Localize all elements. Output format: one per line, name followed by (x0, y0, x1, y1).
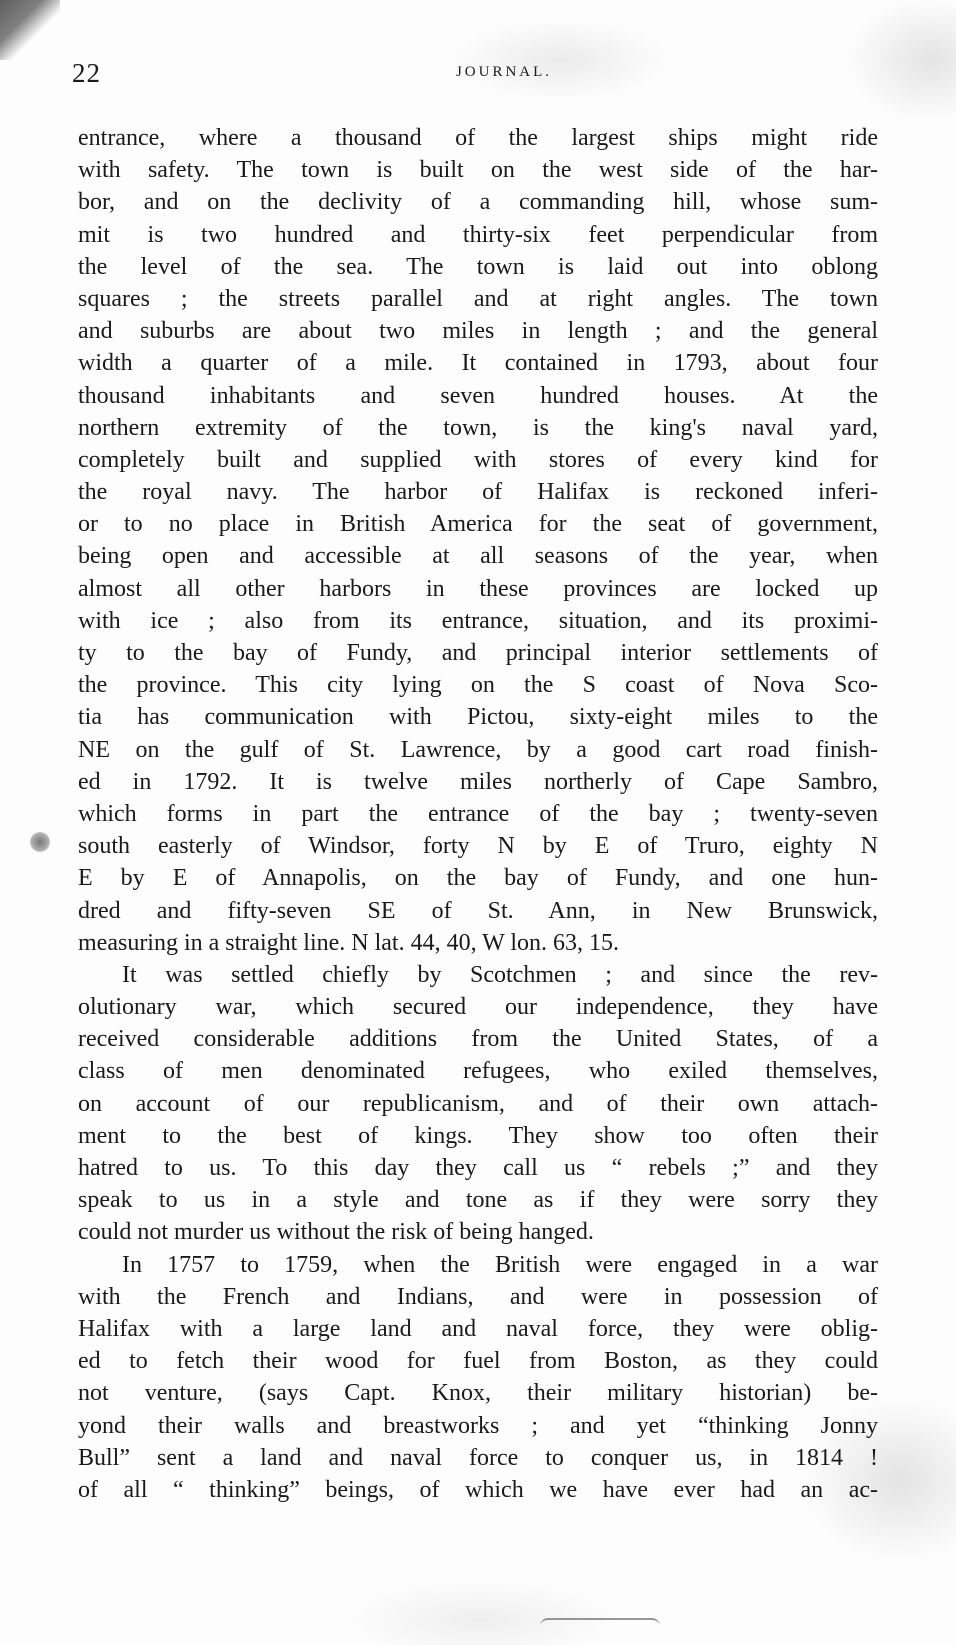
text-line: with ice ; also from its entrance, situation, and its proximi- (78, 607, 878, 634)
text-line: measuring in a straight line. N lat. 44, 40, W lon. 63, 15. (78, 929, 620, 956)
text-line: In 1757 to 1759, when the British were engaged in a war (122, 1251, 878, 1278)
text-line: northern extremity of the town, is the king's naval yard, (78, 414, 878, 441)
text-line: entrance, where a thousand of the largest ships might ride (78, 125, 878, 151)
text-line: being open and accessible at all seasons of the year, when (78, 543, 878, 570)
text-line: and suburbs are about two miles in length ; and the general (78, 318, 878, 345)
text-line: ed in 1792. It is twelve miles northerly of Cape Sambro, (78, 768, 878, 795)
text-line: south easterly of Windsor, forty N by E of Truro, eighty N (78, 833, 878, 860)
text-line: mit is two hundred and thirty-six feet perpendicular from (78, 221, 878, 248)
text-line: NE on the gulf of St. Lawrence, by a good cart road finish- (78, 736, 878, 763)
body-text (78, 122, 878, 1506)
text-line: dred and fifty-seven SE of St. Ann, in New Brunswick, (78, 897, 878, 924)
text-line: Bull” sent a land and naval force to conquer us, in 1814 ! (78, 1444, 878, 1471)
text-line: thousand inhabitants and seven hundred houses. At the (78, 382, 878, 409)
text-line: width a quarter of a mile. It contained in 1793, about four (78, 350, 878, 377)
text-line: almost all other harbors in these provinces are locked up (78, 575, 878, 602)
page-corner-shadow (0, 0, 60, 60)
text-line: tia has communication with Pictou, sixty-eight miles to the (78, 704, 878, 731)
text-line: ty to the bay of Fundy, and principal interior settlements of (78, 640, 878, 666)
text-line: on account of our republicanism, and of their own attach- (78, 1090, 878, 1117)
page-number: 22 (72, 58, 101, 88)
page-header (70, 58, 882, 98)
page-curl-mark (540, 1618, 660, 1626)
text-line: yond their walls and breastworks ; and yet “thinking Jonny (78, 1412, 878, 1439)
text-line: or to no place in British America for the seat of government, (78, 511, 878, 538)
text-line: ed to fetch their wood for fuel from Boston, as they could (78, 1348, 878, 1375)
text-line: hatred to us. To this day they call us “ rebels ;” and they (78, 1155, 878, 1181)
text-line: squares ; the streets parallel and at right angles. The town (78, 285, 878, 312)
text-line: the royal navy. The harbor of Halifax is reckoned inferi- (78, 479, 878, 506)
text-line: with the French and Indians, and were in possession of (78, 1283, 878, 1310)
text-line: of all “ thinking” beings, of which we have ever had an ac- (78, 1476, 878, 1503)
text-line: the province. This city lying on the S coast of Nova Sco- (78, 672, 878, 699)
text-line: ment to the best of kings. They show too often their (78, 1122, 878, 1149)
running-head: JOURNAL. (455, 64, 553, 80)
text-line: olutionary war, which secured our independence, they have (78, 994, 878, 1021)
text-line: Halifax with a large land and naval force, they were oblig- (78, 1315, 878, 1342)
text-line: class of men denominated refugees, who exiled themselves, (78, 1058, 878, 1085)
text-line: with safety. The town is built on the west side of the har- (78, 157, 878, 184)
text-line: could not murder us without the risk of being hanged. (78, 1219, 594, 1246)
text-line: not venture, (says Capt. Knox, their military historian) be- (78, 1380, 878, 1407)
page-blemish (30, 832, 50, 852)
text-line: It was settled chiefly by Scotchmen ; and since the rev- (122, 961, 878, 988)
text-line: the level of the sea. The town is laid out into oblong (78, 253, 878, 280)
text-line: bor, and on the declivity of a commanding hill, whose sum- (78, 189, 878, 216)
text-line: which forms in part the entrance of the bay ; twenty-seven (78, 800, 878, 827)
text-line: E by E of Annapolis, on the bay of Fundy, and one hun- (78, 865, 878, 892)
text-line: completely built and supplied with stores of every kind for (78, 446, 878, 473)
text-line: received considerable additions from the United States, of a (78, 1026, 878, 1053)
text-line: speak to us in a style and tone as if they were sorry they (78, 1187, 878, 1214)
